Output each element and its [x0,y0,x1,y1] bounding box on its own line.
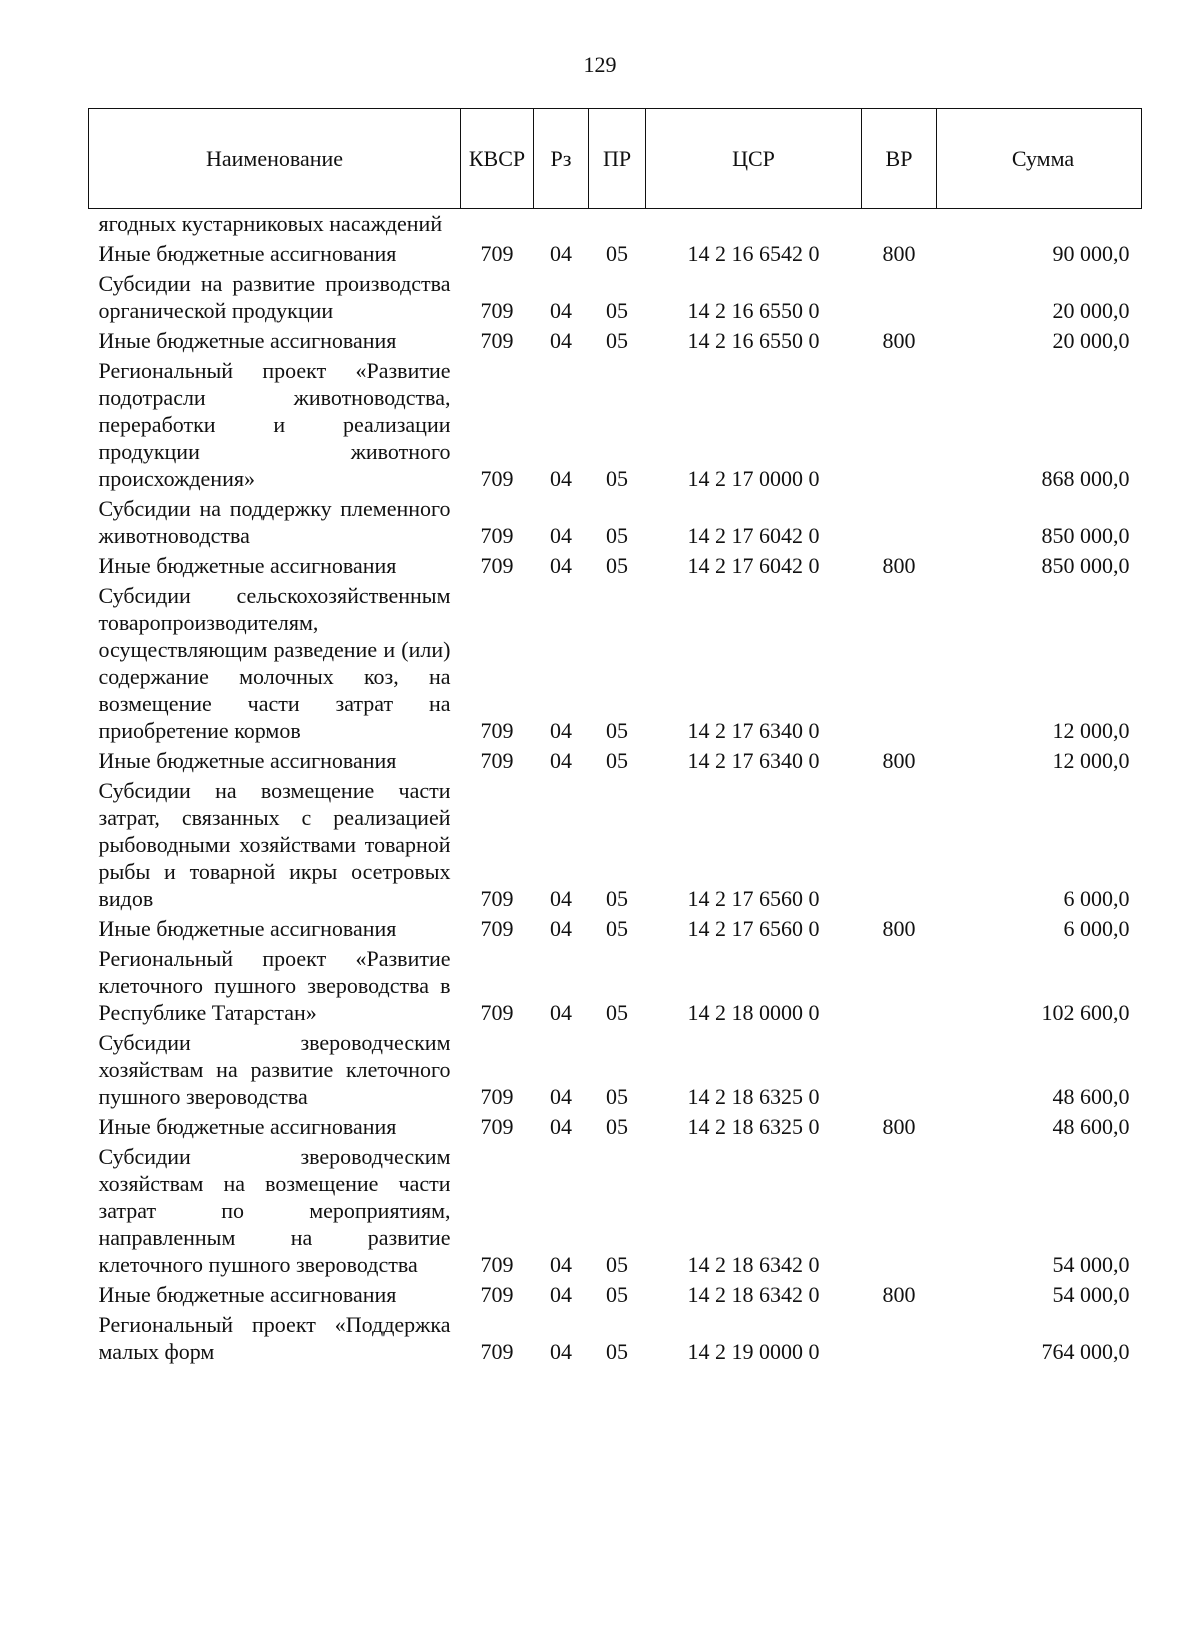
cell-name: Иные бюджетные ассигнования [98,916,397,941]
cell-pr: 05 [606,241,628,266]
table-row [89,1142,1142,1280]
cell-vr: 800 [882,748,916,773]
table-row [89,746,1142,776]
cell-rz: 04 [550,523,572,548]
cell-vr: 800 [882,328,916,353]
cell-pr: 05 [606,1084,628,1109]
table-row [89,776,1142,914]
cell-csr: 14 2 16 6550 0 [687,298,820,323]
cell-kvsr: 709 [480,466,514,491]
cell-vr [862,269,937,326]
table-row [89,209,1142,240]
cell-kvsr: 709 [480,241,514,266]
cell-sum: 48 600,0 [1052,1084,1130,1109]
table-row [89,914,1142,944]
cell-rz: 04 [550,1114,572,1139]
cell-kvsr: 709 [480,1000,514,1025]
cell-pr: 05 [606,1282,628,1307]
cell-pr: 05 [606,886,628,911]
cell-kvsr: 709 [480,1114,514,1139]
cell-name: Субсидии звероводческим хозяйствам на развитие клеточного пушного звероводства [98,1030,451,1109]
cell-rz: 04 [550,1084,572,1109]
table-row [89,239,1142,269]
cell-vr: 800 [882,241,916,266]
cell-pr: 05 [606,916,628,941]
cell-sum: 6 000,0 [1063,886,1130,911]
cell-csr [646,209,862,240]
cell-rz: 04 [550,328,572,353]
cell-name: Иные бюджетные ассигнования [98,748,397,773]
cell-sum: 20 000,0 [1052,298,1130,323]
page-number: 129 [583,52,617,77]
cell-pr: 05 [606,748,628,773]
table-row [89,356,1142,494]
cell-sum: 54 000,0 [1052,1252,1130,1277]
cell-csr: 14 2 16 6550 0 [687,328,820,353]
cell-kvsr: 709 [480,1084,514,1109]
table-row [89,269,1142,326]
cell-vr [862,1310,937,1367]
cell-kvsr: 709 [480,1252,514,1277]
header-rz: Рз [534,109,589,209]
cell-rz: 04 [550,718,572,743]
cell-rz: 04 [550,1000,572,1025]
cell-name: Иные бюджетные ассигнования [98,328,397,353]
cell-pr: 05 [606,1252,628,1277]
cell-name: Субсидии звероводческим хозяйствам на возмещение части затрат по мероприятиям, направленным на развитие клеточного пушного звероводства [98,1144,451,1277]
cell-kvsr: 709 [480,718,514,743]
cell-sum: 90 000,0 [1052,241,1130,266]
table-row [89,1310,1142,1367]
cell-vr [862,581,937,746]
cell-vr [862,1028,937,1112]
cell-sum [937,209,1142,240]
cell-vr [862,776,937,914]
cell-kvsr: 709 [480,553,514,578]
cell-csr: 14 2 17 0000 0 [687,466,820,491]
cell-name: Субсидии сельскохозяйственным товаропроизводителям, осуществляющим разведение и (или) содержание молочных коз, на возмещение части затрат на приобретение кормов [98,583,451,743]
cell-csr: 14 2 16 6542 0 [687,241,820,266]
cell-csr: 14 2 18 6342 0 [687,1252,820,1277]
cell-sum: 102 600,0 [1041,1000,1130,1025]
cell-vr [862,494,937,551]
cell-vr: 800 [882,1114,916,1139]
cell-pr: 05 [606,553,628,578]
cell-name: Иные бюджетные ассигнования [98,1282,397,1307]
cell-name: Субсидии на поддержку племенного животноводства [98,496,451,548]
cell-sum: 850 000,0 [1041,553,1130,578]
header-sum: Сумма [937,109,1142,209]
cell-name: Региональный проект «Развитие клеточного пушного звероводства в Республике Татарстан» [98,946,451,1025]
cell-csr: 14 2 18 6325 0 [687,1084,820,1109]
table-row [89,551,1142,581]
cell-csr: 14 2 17 6042 0 [687,553,820,578]
cell-pr: 05 [606,718,628,743]
cell-csr: 14 2 18 0000 0 [687,1000,820,1025]
cell-pr: 05 [606,298,628,323]
cell-sum: 12 000,0 [1052,718,1130,743]
cell-kvsr: 709 [480,886,514,911]
cell-csr: 14 2 18 6325 0 [687,1114,820,1139]
cell-vr [862,1142,937,1280]
cell-name: Иные бюджетные ассигнования [98,241,397,266]
cell-kvsr: 709 [480,748,514,773]
cell-name: Региональный проект «Поддержка малых форм [98,1312,451,1364]
cell-sum: 20 000,0 [1052,328,1130,353]
cell-sum: 868 000,0 [1041,466,1130,491]
cell-name: Субсидии на развитие производства органической продукции [98,271,451,323]
cell-vr [862,356,937,494]
cell-sum: 48 600,0 [1052,1114,1130,1139]
cell-pr [589,209,646,240]
cell-rz: 04 [550,1252,572,1277]
cell-sum: 764 000,0 [1041,1339,1130,1364]
cell-pr: 05 [606,523,628,548]
cell-rz: 04 [550,241,572,266]
table-row [89,326,1142,356]
header-name: Наименование [89,109,461,209]
cell-sum: 850 000,0 [1041,523,1130,548]
cell-rz [534,209,589,240]
cell-csr: 14 2 18 6342 0 [687,1282,820,1307]
cell-csr: 14 2 17 6340 0 [687,748,820,773]
cell-sum: 12 000,0 [1052,748,1130,773]
cell-pr: 05 [606,1000,628,1025]
cell-sum: 54 000,0 [1052,1282,1130,1307]
cell-kvsr: 709 [480,916,514,941]
table-row [89,1028,1142,1112]
cell-csr: 14 2 19 0000 0 [687,1339,820,1364]
cell-vr: 800 [882,1282,916,1307]
cell-pr: 05 [606,328,628,353]
cell-rz: 04 [550,466,572,491]
cell-rz: 04 [550,1282,572,1307]
table-row [89,944,1142,1028]
cell-rz: 04 [550,748,572,773]
budget-table [88,108,1142,1367]
cell-rz: 04 [550,1339,572,1364]
cell-name: Иные бюджетные ассигнования [98,553,397,578]
cell-csr: 14 2 17 6560 0 [687,916,820,941]
cell-rz: 04 [550,886,572,911]
cell-kvsr: 709 [480,328,514,353]
table-header [89,109,1142,209]
header-pr: ПР [589,109,646,209]
cell-vr: 800 [882,553,916,578]
cell-kvsr: 709 [480,523,514,548]
header-vr: ВР [862,109,937,209]
cell-sum: 6 000,0 [1063,916,1130,941]
header-kvsr: КВСР [461,109,534,209]
cell-name: Иные бюджетные ассигнования [98,1114,397,1139]
cell-rz: 04 [550,298,572,323]
header-csr: ЦСР [646,109,862,209]
cell-csr: 14 2 17 6340 0 [687,718,820,743]
cell-name: Субсидии на возмещение части затрат, связанных с реализацией рыбоводными хозяйствами товарной рыбы и товарной икры осетровых видов [98,778,451,911]
cell-csr: 14 2 17 6560 0 [687,886,820,911]
cell-name: Региональный проект «Развитие подотрасли животноводства, переработки и реализации продукции животного происхождения» [98,358,451,491]
table-row [89,494,1142,551]
table-row [89,1112,1142,1142]
table-body [89,209,1142,1368]
cell-csr: 14 2 17 6042 0 [687,523,820,548]
table-row [89,1280,1142,1310]
cell-rz: 04 [550,916,572,941]
cell-kvsr [461,209,534,240]
cell-name: ягодных кустарниковых насаждений [98,211,443,236]
cell-vr [862,209,937,240]
cell-kvsr: 709 [480,1339,514,1364]
cell-vr: 800 [882,916,916,941]
cell-vr [862,944,937,1028]
table-row [89,581,1142,746]
cell-pr: 05 [606,1339,628,1364]
cell-kvsr: 709 [480,1282,514,1307]
cell-pr: 05 [606,466,628,491]
cell-kvsr: 709 [480,298,514,323]
cell-rz: 04 [550,553,572,578]
cell-pr: 05 [606,1114,628,1139]
